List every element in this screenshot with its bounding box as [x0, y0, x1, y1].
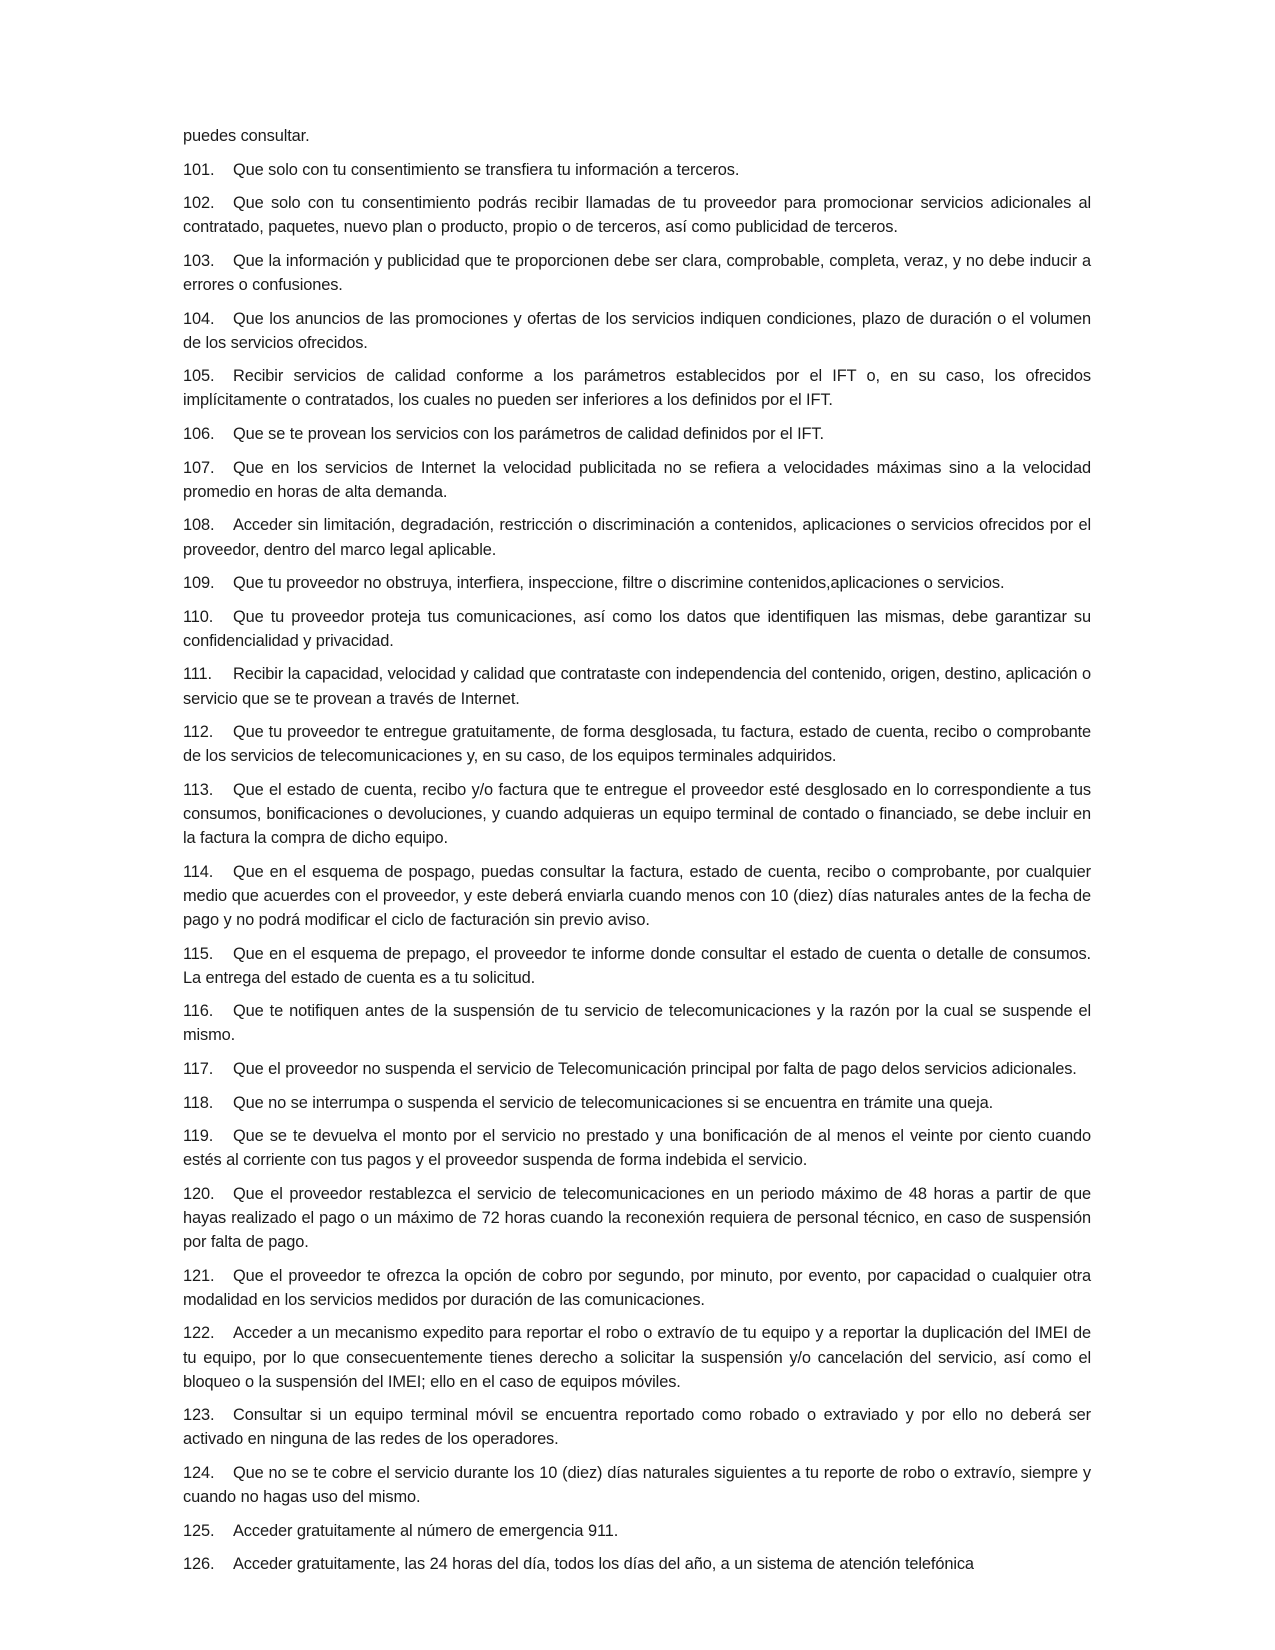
- item-text: Que solo con tu consentimiento podrás recibir llamadas de tu proveedor para promocionar servicios adicionales al contratado, paquetes, nuevo plan o producto, propio o de terceros, así como publicidad de terceros.: [183, 194, 1091, 237]
- numbered-item: [183, 1264, 1091, 1312]
- numbered-item: [183, 778, 1091, 850]
- item-text: Que el estado de cuenta, recibo y/o factura que te entregue el proveedor esté desglosado en lo correspondiente a tus consumos, bonificaciones o devoluciones, y cuando adquieras un equipo terminal de contado o financiado, se debe incluir en la factura la compra de dicho equipo.: [183, 780, 1091, 848]
- item-number: 111.: [183, 665, 212, 684]
- numbered-item: [183, 720, 1091, 768]
- item-text: Que tu proveedor no obstruya, interfiera, inspeccione, filtre o discrimine contenidos,aplicaciones o servicios.: [233, 574, 1005, 593]
- item-text: Acceder sin limitación, degradación, restricción o discriminación a contenidos, aplicaciones o servicios ofrecidos por el proveedor, dentro del marco legal aplicable.: [183, 516, 1091, 559]
- item-text: Que te notifiquen antes de la suspensión de tu servicio de telecomunicaciones y la razón por la cual se suspende el mismo.: [183, 1002, 1091, 1045]
- item-number: 110.: [183, 607, 214, 626]
- item-number: 107.: [183, 458, 215, 477]
- item-number: 108.: [183, 516, 215, 535]
- item-number: 118.: [183, 1093, 214, 1112]
- numbered-item: [183, 1461, 1091, 1509]
- item-number: 105.: [183, 367, 215, 386]
- item-text: Que se te provean los servicios con los parámetros de calidad definidos por el IFT.: [233, 425, 824, 444]
- item-text: Que tu proveedor te entregue gratuitamente, de forma desglosada, tu factura, estado de cuenta, recibo o comprobante de los servicios de telecomunicaciones y, en su caso, de los equipos terminales adquiridos.: [183, 723, 1091, 766]
- item-number: 122.: [183, 1324, 215, 1343]
- item-number: 120.: [183, 1184, 215, 1203]
- numbered-item: [183, 605, 1091, 653]
- numbered-item: [183, 307, 1091, 355]
- numbered-item: [183, 249, 1091, 297]
- numbered-item: [183, 158, 1091, 182]
- numbered-item: [183, 422, 1091, 446]
- item-number: 101.: [183, 160, 215, 179]
- numbered-item: [183, 1091, 1091, 1115]
- numbered-item: [183, 999, 1091, 1047]
- item-number: 121.: [183, 1266, 215, 1285]
- numbered-item-list: [183, 158, 1091, 1577]
- numbered-item: [183, 1403, 1091, 1451]
- item-number: 125.: [183, 1521, 215, 1540]
- item-number: 116.: [183, 1002, 214, 1021]
- numbered-item: [183, 1552, 1091, 1576]
- numbered-item: [183, 571, 1091, 595]
- item-text: Que la información y publicidad que te proporcionen debe ser clara, comprobable, completa, veraz, y no debe inducir a errores o confusiones.: [183, 251, 1091, 295]
- item-number: 123.: [183, 1406, 215, 1425]
- item-number: 124.: [183, 1464, 215, 1483]
- item-number: 117.: [183, 1060, 214, 1078]
- item-number: 109.: [183, 574, 215, 593]
- item-text: Que los anuncios de las promociones y ofertas de los servicios indiquen condiciones, plazo de duración o el volumen de los servicios ofrecidos.: [183, 309, 1091, 352]
- item-number: 106.: [183, 425, 215, 444]
- numbered-item: [183, 942, 1091, 990]
- item-text: Que el proveedor no suspenda el servicio de Telecomunicación principal por falta de pago delos servicios adicionales.: [233, 1060, 1077, 1078]
- continued-paragraph: puedes consultar.: [183, 127, 310, 145]
- item-text: Que no se interrumpa o suspenda el servicio de telecomunicaciones si se encuentra en trámite una queja.: [233, 1093, 994, 1112]
- item-text: Que el proveedor restablezca el servicio de telecomunicaciones en un periodo máximo de 48 horas a partir de que hayas realizado el pago o un máximo de 72 horas cuando la reconexión requiera de personal técnico, en caso de suspensión por falta de pago.: [183, 1184, 1091, 1252]
- numbered-item: [183, 364, 1091, 412]
- numbered-item: [183, 456, 1091, 504]
- numbered-item: [183, 1182, 1091, 1254]
- item-text: Acceder gratuitamente, las 24 horas del día, todos los días del año, a un sistema de atención telefónica: [233, 1555, 974, 1574]
- item-number: 103.: [183, 251, 215, 270]
- item-text: Recibir servicios de calidad conforme a los parámetros establecidos por el IFT o, en su caso, los ofrecidos implícitamente o contratados, los cuales no pueden ser inferiores a los definidos por el IFT.: [183, 367, 1091, 410]
- item-number: 126.: [183, 1555, 215, 1574]
- item-number: 114.: [183, 862, 214, 881]
- item-number: 112.: [183, 723, 214, 742]
- item-text: Que en los servicios de Internet la velocidad publicitada no se refiera a velocidades máximas sino a la velocidad promedio en horas de alta demanda.: [183, 458, 1091, 501]
- item-text: Que en el esquema de prepago, el proveedor te informe donde consultar el estado de cuenta o detalle de consumos. La entrega del estado de cuenta es a tu solicitud.: [183, 944, 1091, 987]
- item-number: 115.: [183, 944, 214, 963]
- item-text: Recibir la capacidad, velocidad y calidad que contrataste con independencia del contenido, origen, destino, aplicación o servicio que se te provean a través de Internet.: [183, 665, 1091, 708]
- item-number: 113.: [183, 780, 214, 799]
- numbered-item: [183, 860, 1091, 932]
- numbered-item: [183, 191, 1091, 239]
- document-body: [183, 124, 1091, 1586]
- item-number: 102.: [183, 194, 215, 213]
- numbered-item: [183, 1519, 1091, 1543]
- item-text: Acceder gratuitamente al número de emergencia 911.: [233, 1521, 619, 1540]
- numbered-item: [183, 1057, 1091, 1081]
- numbered-item: [183, 662, 1091, 710]
- item-text: Acceder a un mecanismo expedito para reportar el robo o extravío de tu equipo y a reportar la duplicación del IMEI de tu equipo, por lo que consecuentemente tienes derecho a solicitar la suspensión y/o cancelación del servicio, así como el bloqueo o la suspensión del IMEI; ello en el caso de equipos móviles.: [183, 1324, 1091, 1391]
- numbered-item: [183, 1321, 1091, 1393]
- item-text: Consultar si un equipo terminal móvil se encuentra reportado como robado o extraviado y por ello no deberá ser activado en ninguna de las redes de los operadores.: [183, 1406, 1091, 1449]
- item-text: Que tu proveedor proteja tus comunicaciones, así como los datos que identifiquen las mismas, debe garantizar su confidencialidad y privacidad.: [183, 607, 1091, 650]
- item-text: Que en el esquema de pospago, puedas consultar la factura, estado de cuenta, recibo o comprobante, por cualquier medio que acuerdes con el proveedor, y este deberá enviarla cuando menos con 10 (diez) días naturales antes de la fecha de pago y no podrá modificar el ciclo de facturación sin previo aviso.: [183, 862, 1091, 929]
- item-number: 119.: [183, 1127, 214, 1146]
- numbered-item: [183, 1124, 1091, 1172]
- item-text: Que el proveedor te ofrezca la opción de cobro por segundo, por minuto, por evento, por capacidad o cualquier otra modalidad en los servicios medidos por duración de las comunicaciones.: [183, 1266, 1091, 1309]
- item-number: 104.: [183, 309, 215, 328]
- item-text: Que solo con tu consentimiento se transfiera tu información a terceros.: [233, 160, 740, 179]
- item-text: Que no se te cobre el servicio durante los 10 (diez) días naturales siguientes a tu reporte de robo o extravío, siempre y cuando no hagas uso del mismo.: [183, 1464, 1091, 1507]
- item-text: Que se te devuelva el monto por el servicio no prestado y una bonificación de al menos el veinte por ciento cuando estés al corriente con tus pagos y el proveedor suspenda de forma indebida el servicio.: [183, 1127, 1091, 1170]
- numbered-item: [183, 513, 1091, 561]
